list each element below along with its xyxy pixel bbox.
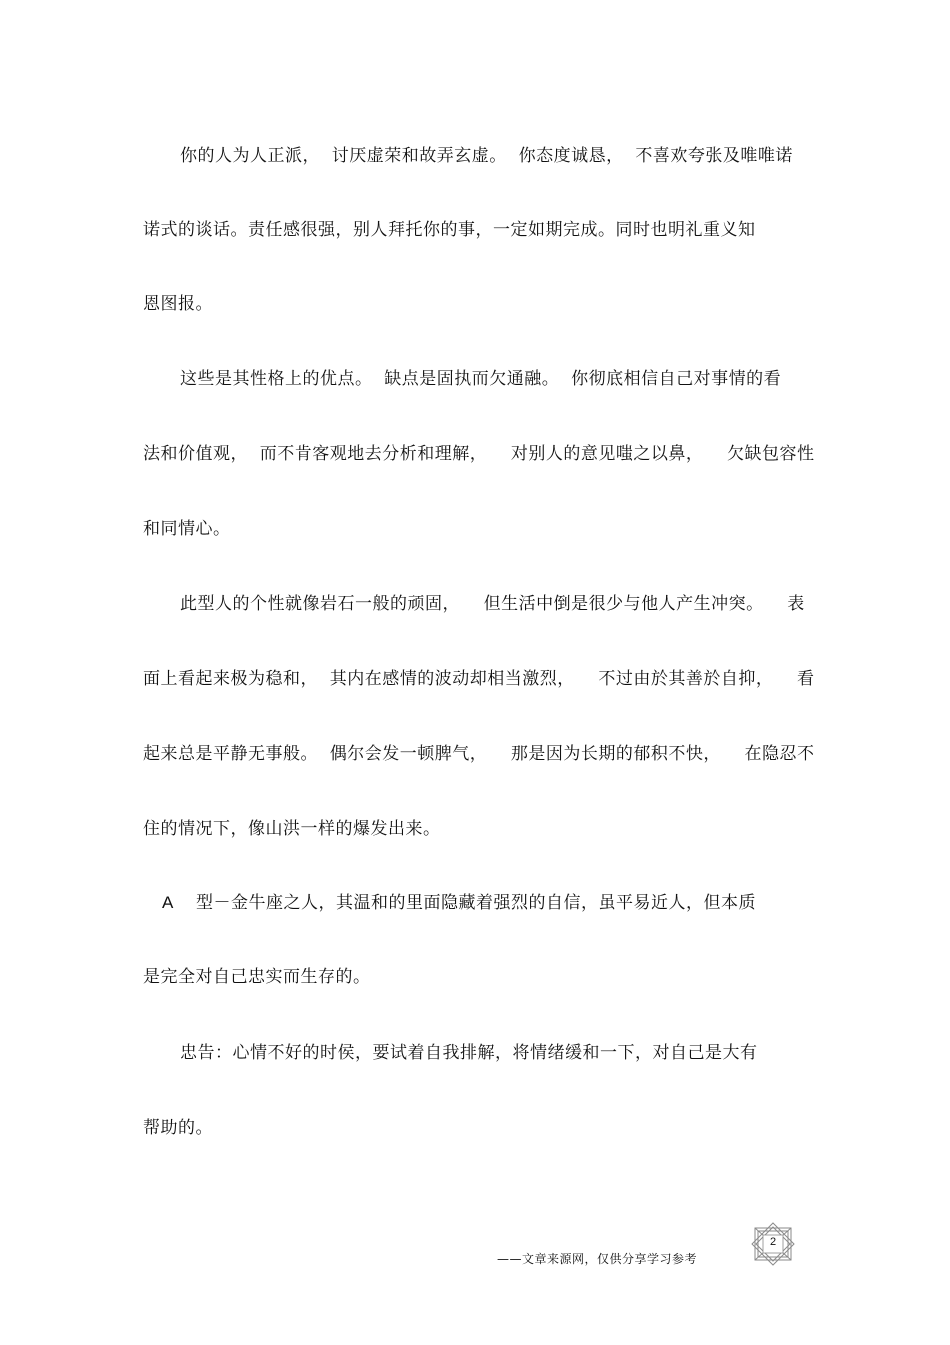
paragraph-3-line-2: 面上看起来极为稳和， 其内在感情的波动却相当激烈， 不过由於其善於自抑， 看 bbox=[143, 669, 815, 689]
paragraph-4-line-2: 是完全对自己忠实而生存的。 bbox=[143, 967, 371, 987]
blood-type-letter: A bbox=[162, 893, 174, 912]
paragraph-2-line-1: 这些是其性格上的优点。 缺点是固执而欠通融。 你彻底相信自己对事情的看 bbox=[180, 369, 782, 389]
paragraph-1-line-1: 你的人为人正派， 讨厌虚荣和故弄玄虚。 你态度诚恳， 不喜欢夸张及唯唯诺 bbox=[180, 146, 793, 166]
page-number: 2 bbox=[769, 1236, 777, 1248]
paragraph-3-line-1: 此型人的个性就像岩石一般的顽固， 但生活中倒是很少与他人产生冲突。 表 bbox=[180, 594, 805, 614]
paragraph-2-line-3: 和同情心。 bbox=[143, 519, 231, 539]
paragraph-1-line-2: 诺式的谈话。责任感很强，别人拜托你的事，一定如期完成。同时也明礼重义知 bbox=[143, 220, 756, 240]
advice-line-1: 忠告：心情不好的时侯，要试着自我排解，将情绪缓和一下，对自己是大有 bbox=[180, 1043, 758, 1063]
paragraph-4-line-1: 型－金牛座之人，其温和的里面隐藏着强烈的自信，虽平易近人，但本质 bbox=[196, 893, 756, 913]
page-number-badge bbox=[749, 1220, 797, 1268]
paragraph-3-line-3: 起来总是平静无事般。 偶尔会发一顿脾气， 那是因为长期的郁积不快， 在隐忍不 bbox=[143, 744, 815, 764]
footer-source-note: ——文章来源网，仅供分享学习参考 bbox=[497, 1252, 698, 1266]
paragraph-3-line-4: 住的情况下，像山洪一样的爆发出来。 bbox=[143, 819, 441, 839]
advice-line-2: 帮助的。 bbox=[143, 1118, 213, 1138]
paragraph-1-line-3: 恩图报。 bbox=[143, 294, 213, 314]
paragraph-2-line-2: 法和价值观， 而不肯客观地去分析和理解， 对别人的意见嗤之以鼻， 欠缺包容性 bbox=[143, 444, 815, 464]
